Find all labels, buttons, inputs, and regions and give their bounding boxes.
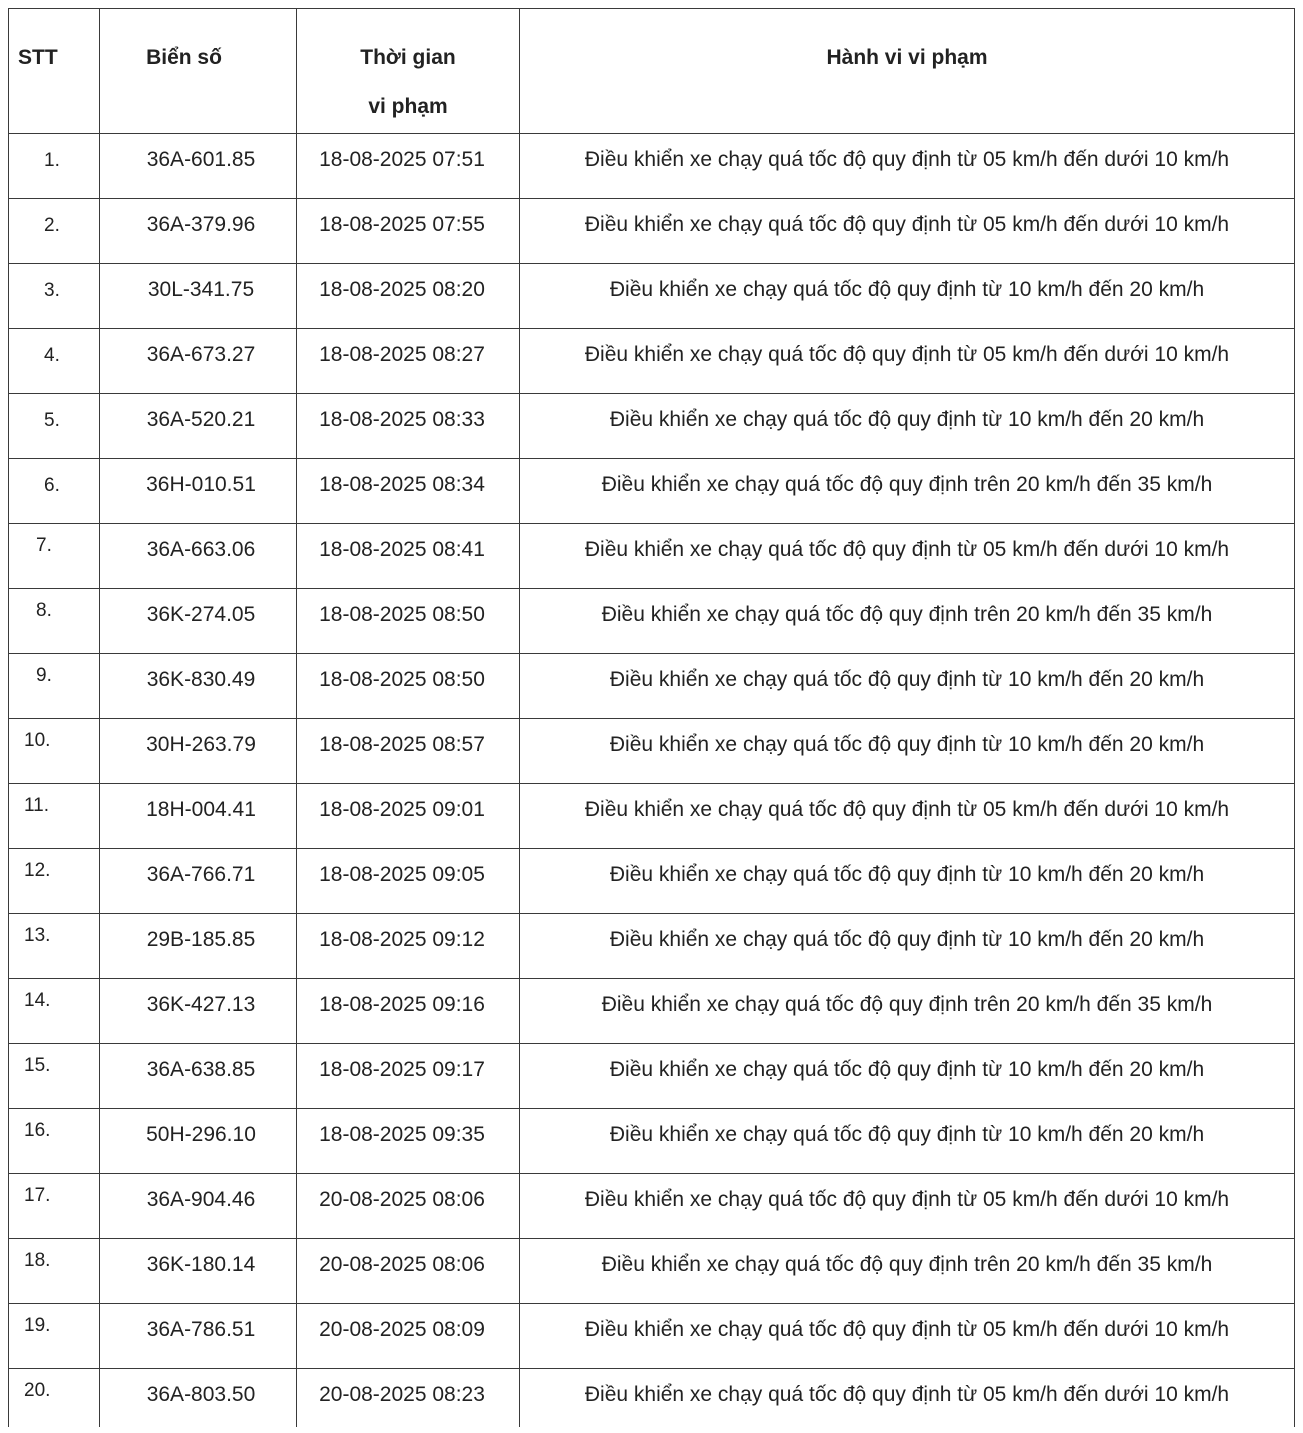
row-stt: 3. <box>44 280 60 301</box>
row-violation-cell <box>520 199 1295 264</box>
row-violation: Điều khiển xe chạy quá tốc độ quy định từ 05 km/h đến dưới 10 km/h <box>584 343 1230 366</box>
row-time-cell <box>297 264 520 329</box>
row-violation: Điều khiển xe chạy quá tốc độ quy định trên 20 km/h đến 35 km/h <box>601 1253 1213 1276</box>
row-violation-cell <box>520 394 1295 459</box>
row-time: 18-08-2025 09:05 <box>319 863 485 886</box>
row-stt-cell <box>9 459 100 524</box>
row-violation-cell <box>520 459 1295 524</box>
row-time: 20-08-2025 08:09 <box>319 1318 485 1341</box>
row-time-cell <box>297 1109 520 1174</box>
table-row <box>9 914 1295 979</box>
header-time <box>297 9 520 134</box>
row-time: 18-08-2025 08:20 <box>319 278 485 301</box>
row-stt-cell <box>9 199 100 264</box>
row-plate: 30H-263.79 <box>146 733 256 756</box>
row-time-cell <box>297 199 520 264</box>
row-plate: 36A-673.27 <box>146 343 256 366</box>
row-plate: 36A-786.51 <box>146 1318 256 1341</box>
row-plate-cell <box>100 589 297 654</box>
row-plate-cell <box>100 1239 297 1304</box>
table-row <box>9 1044 1295 1109</box>
row-time: 18-08-2025 08:34 <box>319 473 485 496</box>
row-time-cell <box>297 329 520 394</box>
row-plate: 36A-904.46 <box>146 1188 256 1211</box>
row-plate: 36K-427.13 <box>146 993 256 1016</box>
row-plate-cell <box>100 459 297 524</box>
row-violation-cell <box>520 589 1295 654</box>
header-plate-label: Biển số <box>146 46 222 69</box>
row-violation-cell <box>520 1369 1295 1428</box>
row-violation-cell <box>520 264 1295 329</box>
row-plate: 36H-010.51 <box>146 473 256 496</box>
row-time: 18-08-2025 08:41 <box>319 538 485 561</box>
table-row <box>9 1174 1295 1239</box>
row-plate-cell <box>100 199 297 264</box>
row-violation: Điều khiển xe chạy quá tốc độ quy định từ 10 km/h đến 20 km/h <box>609 928 1205 951</box>
row-plate-cell <box>100 264 297 329</box>
row-time-cell <box>297 1369 520 1428</box>
table-row <box>9 849 1295 914</box>
row-time-cell <box>297 134 520 199</box>
row-plate-cell <box>100 719 297 784</box>
row-stt-cell <box>9 264 100 329</box>
row-violation-cell <box>520 719 1295 784</box>
row-violation-cell <box>520 979 1295 1044</box>
row-plate: 36A-638.85 <box>146 1058 256 1081</box>
table-row <box>9 654 1295 719</box>
row-stt: 13. <box>24 925 51 946</box>
header-stt-label: STT <box>18 46 58 69</box>
row-stt-cell <box>9 589 100 654</box>
row-plate: 36A-803.50 <box>146 1383 256 1406</box>
row-stt: 2. <box>44 215 60 236</box>
row-plate-cell <box>100 1109 297 1174</box>
row-time: 18-08-2025 07:51 <box>319 148 485 171</box>
row-stt: 5. <box>44 410 60 431</box>
row-time-cell <box>297 589 520 654</box>
row-time: 18-08-2025 07:55 <box>319 213 485 236</box>
header-time-line1: Thời gian <box>360 46 456 69</box>
row-time: 20-08-2025 08:23 <box>319 1383 485 1406</box>
row-violation-cell <box>520 1109 1295 1174</box>
row-time: 18-08-2025 09:35 <box>319 1123 485 1146</box>
row-time-cell <box>297 719 520 784</box>
row-stt: 16. <box>24 1120 51 1141</box>
header-violation <box>520 9 1295 134</box>
row-time-cell <box>297 784 520 849</box>
row-time: 18-08-2025 09:12 <box>319 928 485 951</box>
row-violation: Điều khiển xe chạy quá tốc độ quy định từ 05 km/h đến dưới 10 km/h <box>584 213 1230 236</box>
row-plate: 50H-296.10 <box>146 1123 256 1146</box>
row-stt-cell <box>9 784 100 849</box>
table-row <box>9 264 1295 329</box>
table-row <box>9 134 1295 199</box>
row-violation: Điều khiển xe chạy quá tốc độ quy định từ 10 km/h đến 20 km/h <box>609 1058 1205 1081</box>
row-stt: 12. <box>24 860 51 881</box>
row-stt: 7. <box>36 535 52 556</box>
table-row <box>9 784 1295 849</box>
row-violation: Điều khiển xe chạy quá tốc độ quy định trên 20 km/h đến 35 km/h <box>601 993 1213 1016</box>
table-row <box>9 524 1295 589</box>
row-violation-cell <box>520 1044 1295 1109</box>
row-stt: 18. <box>24 1250 51 1271</box>
row-time: 18-08-2025 08:27 <box>319 343 485 366</box>
row-stt: 17. <box>24 1185 51 1206</box>
row-plate-cell <box>100 134 297 199</box>
row-violation-cell <box>520 784 1295 849</box>
violations-table <box>8 8 1295 1427</box>
header-time-line2: vi phạm <box>368 95 448 118</box>
row-plate-cell <box>100 1369 297 1428</box>
row-stt-cell <box>9 1369 100 1428</box>
row-plate-cell <box>100 784 297 849</box>
row-stt-cell <box>9 134 100 199</box>
row-violation: Điều khiển xe chạy quá tốc độ quy định trên 20 km/h đến 35 km/h <box>601 603 1213 626</box>
row-stt-cell <box>9 849 100 914</box>
row-stt-cell <box>9 654 100 719</box>
row-violation-cell <box>520 1239 1295 1304</box>
header-time-label <box>297 9 519 131</box>
row-violation: Điều khiển xe chạy quá tốc độ quy định từ 10 km/h đến 20 km/h <box>609 733 1205 756</box>
table-header-row <box>9 9 1295 134</box>
row-stt: 11. <box>24 795 50 816</box>
row-time: 18-08-2025 09:17 <box>319 1058 485 1081</box>
row-stt-cell <box>9 1304 100 1369</box>
row-time-cell <box>297 654 520 719</box>
row-plate: 36K-830.49 <box>146 668 256 691</box>
row-stt-cell <box>9 329 100 394</box>
row-plate: 36A-766.71 <box>146 863 256 886</box>
row-time: 18-08-2025 08:33 <box>319 408 485 431</box>
row-stt: 10. <box>24 730 51 751</box>
row-violation: Điều khiển xe chạy quá tốc độ quy định từ 10 km/h đến 20 km/h <box>609 408 1205 431</box>
row-stt: 19. <box>24 1315 51 1336</box>
row-time-cell <box>297 1304 520 1369</box>
row-time-cell <box>297 1239 520 1304</box>
row-plate-cell <box>100 1304 297 1369</box>
table-row <box>9 459 1295 524</box>
row-plate: 36A-663.06 <box>146 538 256 561</box>
row-time: 20-08-2025 08:06 <box>319 1253 485 1276</box>
row-stt: 8. <box>36 600 52 621</box>
table-row <box>9 1369 1295 1428</box>
row-violation-cell <box>520 134 1295 199</box>
row-plate-cell <box>100 979 297 1044</box>
row-violation-cell <box>520 654 1295 719</box>
row-stt: 14. <box>24 990 51 1011</box>
row-violation-cell <box>520 329 1295 394</box>
row-stt-cell <box>9 1239 100 1304</box>
row-plate-cell <box>100 654 297 719</box>
row-time: 20-08-2025 08:06 <box>319 1188 485 1211</box>
row-plate: 36K-180.14 <box>146 1253 256 1276</box>
row-violation-cell <box>520 1304 1295 1369</box>
row-stt-cell <box>9 1109 100 1174</box>
table-row <box>9 1109 1295 1174</box>
row-stt-cell <box>9 979 100 1044</box>
row-stt-cell <box>9 394 100 459</box>
row-stt: 20. <box>24 1380 51 1401</box>
row-violation: Điều khiển xe chạy quá tốc độ quy định từ 10 km/h đến 20 km/h <box>609 1123 1205 1146</box>
row-violation: Điều khiển xe chạy quá tốc độ quy định từ 05 km/h đến dưới 10 km/h <box>584 798 1230 821</box>
row-plate: 36K-274.05 <box>146 603 256 626</box>
row-time-cell <box>297 524 520 589</box>
row-stt-cell <box>9 719 100 784</box>
header-stt <box>9 9 100 134</box>
row-plate-cell <box>100 914 297 979</box>
table-row <box>9 589 1295 654</box>
row-time-cell <box>297 914 520 979</box>
row-stt: 6. <box>44 475 60 496</box>
row-stt: 1. <box>44 150 60 171</box>
row-time: 18-08-2025 08:57 <box>319 733 485 756</box>
row-time-cell <box>297 1174 520 1239</box>
row-plate: 36A-520.21 <box>146 408 256 431</box>
table-row <box>9 1304 1295 1369</box>
header-violation-label: Hành vi vi phạm <box>826 46 988 69</box>
row-plate-cell <box>100 1044 297 1109</box>
row-violation: Điều khiển xe chạy quá tốc độ quy định từ 10 km/h đến 20 km/h <box>609 278 1205 301</box>
row-plate-cell <box>100 394 297 459</box>
row-plate: 36A-379.96 <box>146 213 256 236</box>
row-violation: Điều khiển xe chạy quá tốc độ quy định từ 05 km/h đến dưới 10 km/h <box>584 538 1230 561</box>
row-time-cell <box>297 394 520 459</box>
row-stt-cell <box>9 914 100 979</box>
row-violation: Điều khiển xe chạy quá tốc độ quy định từ 05 km/h đến dưới 10 km/h <box>584 1188 1230 1211</box>
header-plate <box>100 9 297 134</box>
row-violation: Điều khiển xe chạy quá tốc độ quy định từ 05 km/h đến dưới 10 km/h <box>584 1383 1230 1406</box>
row-time-cell <box>297 1044 520 1109</box>
row-violation-cell <box>520 849 1295 914</box>
row-time: 18-08-2025 08:50 <box>319 603 485 626</box>
row-plate-cell <box>100 1174 297 1239</box>
row-time: 18-08-2025 09:16 <box>319 993 485 1016</box>
row-time-cell <box>297 849 520 914</box>
table-body <box>9 134 1295 1428</box>
row-violation: Điều khiển xe chạy quá tốc độ quy định từ 10 km/h đến 20 km/h <box>609 668 1205 691</box>
table-row <box>9 329 1295 394</box>
row-stt-cell <box>9 524 100 589</box>
row-stt: 9. <box>36 665 52 686</box>
row-violation: Điều khiển xe chạy quá tốc độ quy định từ 05 km/h đến dưới 10 km/h <box>584 148 1230 171</box>
row-violation: Điều khiển xe chạy quá tốc độ quy định từ 10 km/h đến 20 km/h <box>609 863 1205 886</box>
row-plate-cell <box>100 524 297 589</box>
row-plate-cell <box>100 329 297 394</box>
table-row <box>9 394 1295 459</box>
row-plate: 18H-004.41 <box>146 798 256 821</box>
row-stt: 4. <box>44 345 60 366</box>
row-time-cell <box>297 979 520 1044</box>
table-row <box>9 979 1295 1044</box>
table-row <box>9 1239 1295 1304</box>
row-violation: Điều khiển xe chạy quá tốc độ quy định từ 05 km/h đến dưới 10 km/h <box>584 1318 1230 1341</box>
row-time-cell <box>297 459 520 524</box>
table-row <box>9 199 1295 264</box>
row-violation: Điều khiển xe chạy quá tốc độ quy định trên 20 km/h đến 35 km/h <box>601 473 1213 496</box>
row-stt-cell <box>9 1174 100 1239</box>
row-plate-cell <box>100 849 297 914</box>
row-time: 18-08-2025 08:50 <box>319 668 485 691</box>
row-time: 18-08-2025 09:01 <box>319 798 485 821</box>
row-stt-cell <box>9 1044 100 1109</box>
row-plate: 29B-185.85 <box>146 928 256 951</box>
row-stt: 15. <box>24 1055 51 1076</box>
table-row <box>9 719 1295 784</box>
row-violation-cell <box>520 524 1295 589</box>
row-plate: 36A-601.85 <box>146 148 256 171</box>
row-plate: 30L-341.75 <box>147 278 255 301</box>
row-violation-cell <box>520 914 1295 979</box>
row-violation-cell <box>520 1174 1295 1239</box>
